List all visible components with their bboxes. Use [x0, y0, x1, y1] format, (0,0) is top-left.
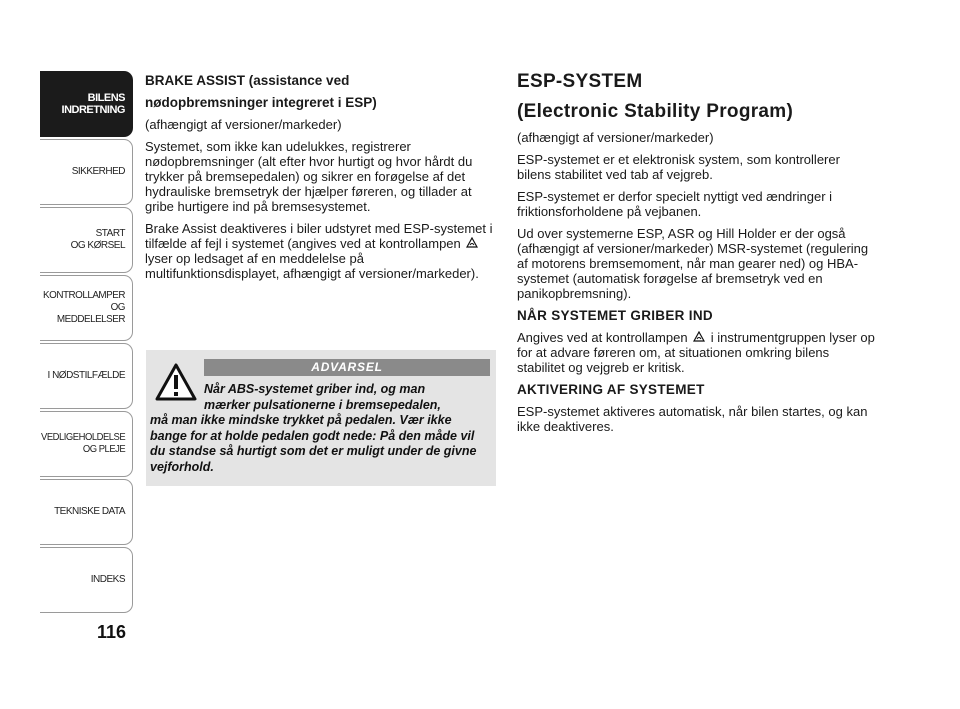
warning-rest: må man ikke mindske trykket på pedalen. Vær ikke bange for at holde pedalen godt nede: På den måde vil du standse så hurtigt som det er muligt under de givne vejforhold.	[150, 413, 477, 474]
tab-bilens-indretning[interactable]	[40, 71, 133, 137]
esp-title-line2: (Electronic Stability Program)	[517, 101, 794, 122]
tab-indeks[interactable]	[40, 547, 133, 613]
tab-label: I NØDSTILFÆLDE	[47, 370, 125, 381]
esp-warning-lamp-icon	[693, 331, 705, 343]
tab-label: START OG KØRSEL	[70, 228, 125, 251]
activation-paragraph: ESP-systemet aktiveres automatisk, når bilen startes, og kan ikke deaktiveres.	[517, 404, 868, 434]
page-number: 116	[97, 622, 127, 642]
esp-paragraph-3: Ud over systemerne ESP, ASR og Hill Holder er der også (afhængigt af versioner/markeder) MSR-systemet (regulering af motorens bremsemoment, når man gearer ned) og HBA-systemet (automatisk forøgelse af bremsetryk ved en panikopbremsning).	[517, 226, 869, 301]
tab-tekniske-data[interactable]	[40, 479, 133, 545]
tab-vedligeholdelse[interactable]	[40, 411, 133, 477]
right-column	[517, 70, 877, 441]
warning-line-2: mærker pulsationerne i bremsepedalen,	[204, 397, 441, 412]
tab-sikkerhed[interactable]	[40, 139, 133, 205]
esp-warning-lamp-icon	[466, 237, 478, 249]
brake-assist-heading-line2: nødopbremsninger integreret i ESP)	[145, 95, 377, 110]
tab-start-og-korsel[interactable]	[40, 207, 133, 273]
warning-box	[146, 350, 496, 486]
left-column	[145, 73, 495, 288]
paragraph-text: Brake Assist deaktiveres i biler udstyret med ESP-systemet i tilfælde af fejl i systemet (angives ved at kontrollampen	[145, 221, 493, 251]
esp-paragraph-1: ESP-systemet er et elektronisk system, som kontrollerer bilens stabilitet ved tab af vejgreb.	[517, 152, 840, 182]
section-heading-activation: AKTIVERING AF SYSTEMET	[517, 382, 705, 397]
paragraph-text: Angives ved at kontrollampen	[517, 330, 688, 345]
esp-paragraph-2: ESP-systemet er derfor specielt nyttigt ved ændringer i friktionsforholdene på vejbanen.	[517, 189, 833, 219]
brake-assist-subtitle: (afhængigt af versioner/markeder)	[145, 117, 342, 132]
tab-label: KONTROLLAMPER OG MEDDELELSER	[43, 290, 125, 325]
brake-assist-heading-line1: BRAKE ASSIST (assistance ved	[145, 73, 350, 88]
tab-nodstilfaelde[interactable]	[40, 343, 133, 409]
esp-subtitle: (afhængigt af versioner/markeder)	[517, 130, 714, 145]
intervention-paragraph	[517, 330, 877, 375]
section-heading-intervention: NÅR SYSTEMET GRIBER IND	[517, 308, 713, 323]
tab-label: TEKNISKE DATA	[54, 506, 125, 517]
paragraph-text: lyser op ledsaget af en meddelelse på multifunktionsdisplayet, afhængigt af versioner/markeder).	[145, 251, 479, 281]
warning-text	[150, 382, 490, 475]
esp-title-line1: ESP-SYSTEM	[517, 71, 643, 92]
tab-label: BILENS INDRETNING	[61, 92, 125, 116]
tab-label: SIKKERHED	[71, 166, 125, 177]
chapter-tabs	[40, 71, 133, 615]
tab-label: VEDLIGEHOLDELSE OG PLEJE	[40, 432, 125, 455]
tab-kontrollamper[interactable]	[40, 275, 133, 341]
tab-label: INDEKS	[90, 574, 125, 585]
warning-line-1: Når ABS-systemet griber ind, og man	[204, 382, 426, 396]
brake-assist-paragraph-1: Systemet, som ikke kan udelukkes, registrerer nødopbremsninger (alt efter hvor hurtigt og hvor hårdt du trykker på bremsepedalen) og sikrer en forøgelse af det hydrauliske bremsetryk der hjælper føreren, og tillader at gribe hurtigere ind på bremsesystemet.	[145, 139, 473, 214]
brake-assist-paragraph-2	[145, 221, 495, 281]
warning-title: ADVARSEL	[204, 359, 490, 376]
paragraph-text: i instrumentgruppen lyser op for at advare føreren om, at situationen omkring bilens stabilitet og vejgreb er kritisk.	[517, 330, 875, 375]
